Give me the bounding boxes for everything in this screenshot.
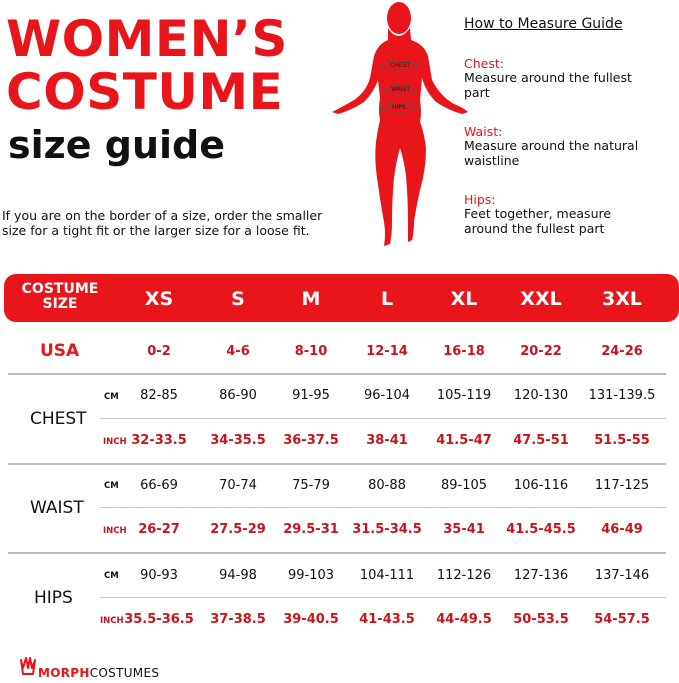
group-separator	[8, 552, 666, 554]
usa-value-xxl: 20-22	[520, 344, 562, 359]
chest-cm-s: 86-90	[219, 388, 257, 403]
hips-inch-xs: 35.5-36.5	[124, 612, 194, 627]
hips-inch-xxl: 50-53.5	[513, 612, 569, 627]
hips-inch-3xl: 54-57.5	[594, 612, 650, 627]
unit-inch: INCH	[103, 437, 127, 447]
guide-item-hips	[464, 192, 611, 236]
hips-cm-xl: 112-126	[436, 568, 492, 583]
usa-value-s: 4-6	[226, 344, 250, 359]
waist-label: WAIST	[30, 498, 84, 518]
hips-cm-s: 94-98	[219, 568, 257, 583]
chest-cm-l: 96-104	[363, 388, 411, 403]
guide-head-waist: Waist:	[464, 124, 503, 139]
size-header-3xl: 3XL	[602, 288, 642, 310]
logo-text-bold: MORPH	[38, 666, 90, 680]
waist-inch-3xl: 46-49	[601, 522, 643, 537]
usa-value-xl: 16-18	[443, 344, 485, 359]
chest-cm-m: 91-95	[292, 388, 330, 403]
group-separator	[8, 463, 666, 465]
waist-inch-s: 27.5-29	[210, 522, 266, 537]
title-line-2: COSTUME	[6, 63, 284, 121]
guide-text-chest-2: part	[464, 84, 490, 100]
chest-inch-m: 36-37.5	[283, 433, 339, 448]
waist-inch-xl: 35-41	[443, 522, 485, 537]
size-header-xl: XL	[450, 288, 478, 310]
waist-inch-xxl: 41.5-45.5	[506, 522, 576, 537]
chest-inch-xxl: 47.5-51	[513, 433, 569, 448]
waist-inch-xs: 26-27	[138, 522, 180, 537]
waist-cm-s: 70-74	[219, 478, 257, 493]
unit-inch: INCH	[103, 526, 127, 536]
hips-inch-xl: 44-49.5	[436, 612, 492, 627]
row-separator	[100, 418, 666, 419]
figure-label-waist: WAIST	[391, 86, 410, 93]
waist-cm-xxl: 106-116	[513, 478, 569, 493]
usa-label: USA	[40, 341, 80, 361]
guide-item-waist	[464, 124, 638, 168]
usa-value-xs: 0-2	[147, 344, 171, 359]
body-figure-illustration	[328, 0, 473, 252]
usa-value-l: 12-14	[366, 344, 408, 359]
hips-cm-l: 104-111	[359, 568, 415, 583]
size-header-s: S	[231, 288, 245, 310]
waist-cm-xl: 89-105	[440, 478, 488, 493]
group-separator	[8, 373, 666, 375]
guide-text-chest-1: Measure around the fullest	[464, 70, 632, 85]
waist-cm-m: 75-79	[292, 478, 330, 493]
chest-cm-xs: 82-85	[140, 388, 178, 403]
chest-cm-xxl: 120-130	[513, 388, 569, 403]
unit-cm: CM	[104, 481, 119, 491]
chest-inch-xl: 41.5-47	[436, 433, 492, 448]
costume-size-label-line-2: SIZE	[42, 296, 78, 312]
chest-inch-3xl: 51.5-55	[594, 433, 650, 448]
waist-cm-xs: 66-69	[140, 478, 178, 493]
hips-cm-xs: 90-93	[140, 568, 178, 583]
waist-cm-3xl: 117-125	[594, 478, 650, 493]
row-separator	[100, 597, 666, 598]
figure-label-hips: HIPS	[392, 104, 406, 111]
waist-cm-l: 80-88	[368, 478, 406, 493]
guide-text-hips-1: Feet together, measure	[464, 206, 612, 221]
size-header-m: M	[301, 288, 321, 310]
hips-inch-m: 39-40.5	[283, 612, 339, 627]
guide-text-waist-1: Measure around the natural	[464, 138, 639, 153]
fit-note: If you are on the border of a size, order the smaller size for a tight fit or the larger size for a loose fit.	[2, 208, 323, 238]
waist-inch-m: 29.5-31	[283, 522, 339, 537]
row-separator	[100, 507, 666, 508]
morph-costumes-logo	[38, 666, 159, 680]
title-line-3: size guide	[8, 123, 226, 167]
size-header-l: L	[380, 288, 394, 310]
chest-inch-xs: 32-33.5	[131, 433, 187, 448]
unit-inch: INCH	[100, 616, 124, 626]
hips-cm-m: 99-103	[287, 568, 335, 583]
hips-inch-l: 41-43.5	[359, 612, 415, 627]
hips-cm-xxl: 127-136	[513, 568, 569, 583]
costume-size-label	[14, 282, 106, 312]
guide-text-hips-2: around the fullest part	[464, 220, 605, 236]
chest-inch-s: 34-35.5	[210, 433, 266, 448]
costume-size-label-line-1: COSTUME	[21, 281, 99, 297]
morph-hands-icon	[18, 656, 38, 678]
hips-cm-3xl: 137-146	[594, 568, 650, 583]
chest-cm-xl: 105-119	[436, 388, 492, 403]
figure-label-chest: CHEST	[390, 62, 410, 69]
logo-text-rest: COSTUMES	[89, 666, 160, 680]
hips-inch-s: 37-38.5	[210, 612, 266, 627]
hips-label: HIPS	[34, 588, 73, 608]
waist-inch-l: 31.5-34.5	[352, 522, 422, 537]
guide-head-hips: Hips:	[464, 192, 496, 207]
guide-head-chest: Chest:	[464, 56, 504, 71]
measure-guide-title: How to Measure Guide	[464, 16, 623, 32]
chest-label: CHEST	[30, 409, 87, 429]
chest-cm-3xl: 131-139.5	[588, 388, 656, 403]
unit-cm: CM	[104, 392, 119, 402]
title-line-1: WOMEN’S	[6, 10, 288, 68]
chest-inch-l: 38-41	[366, 433, 408, 448]
size-header-xxl: XXL	[520, 288, 562, 310]
unit-cm: CM	[104, 571, 119, 581]
usa-value-3xl: 24-26	[601, 344, 643, 359]
size-header-xs: XS	[144, 288, 174, 310]
usa-value-m: 8-10	[294, 344, 328, 359]
guide-item-chest	[464, 56, 632, 100]
guide-text-waist-2: waistline	[464, 152, 520, 168]
